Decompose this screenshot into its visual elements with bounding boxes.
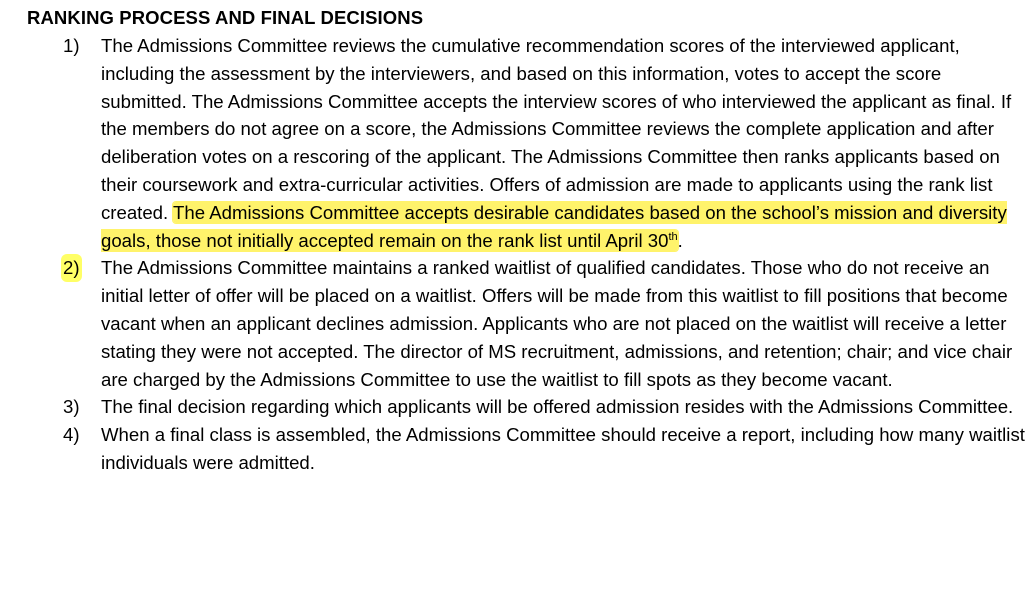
list-item-2 — [27, 254, 1027, 393]
list-item-text: When a final class is assembled, the Admissions Committee should receive a report, including how many waitlist individuals were admitted. — [101, 424, 1025, 473]
highlighted-text — [101, 202, 1007, 251]
highlighted-text-content: The Admissions Committee accepts desirable candidates based on the school’s mission and diversity goals, those not initially accepted remain on the rank list until April 30 — [101, 201, 1007, 251]
ordinal-suffix: th — [668, 230, 678, 243]
list-number-highlighted: 2) — [61, 254, 82, 282]
list-item-4 — [27, 421, 1027, 477]
list-item-text: The Admissions Committee maintains a ranked waitlist of qualified candidates. Those who do not receive an initial letter of offer will be placed on a waitlist. Offers will be made from this waitlist to fill positions that become vacant when an applicant declines admission. Applicants who are not placed on the waitlist will receive a letter stating they were not accepted. The director of MS recruitment, admissions, and retention; chair; and vice chair are charged by the Admissions Committee to use the waitlist to fill spots as they become vacant. — [101, 257, 1013, 390]
list-item-text: The Admissions Committee reviews the cumulative recommendation scores of the interviewed applicant, including the assessment by the interviewers, and based on this information, votes to accept the score submitted. The Admissions Committee accepts the interview scores of who interviewed the applicant as final. If the members do not agree on a score, the Admissions Committee reviews the complete application and after deliberation votes on a rescoring of the applicant. The Admissions Committee then ranks applicants based on their coursework and extra-curricular activities. Offers of admission are made to applicants using the rank list created. — [101, 35, 1012, 223]
list-item-text: The final decision regarding which applicants will be offered admission resides with the Admissions Committee. — [101, 396, 1014, 418]
list-item-3 — [27, 393, 1027, 421]
list-number: 3) — [63, 396, 80, 418]
list-item-1 — [27, 32, 1027, 254]
list-number: 1) — [63, 35, 80, 56]
document — [27, 6, 1027, 477]
numbered-list — [27, 32, 1027, 477]
sentence-end: . — [677, 229, 683, 251]
list-number: 4) — [63, 424, 80, 446]
section-heading: RANKING PROCESS AND FINAL DECISIONS — [27, 7, 424, 28]
